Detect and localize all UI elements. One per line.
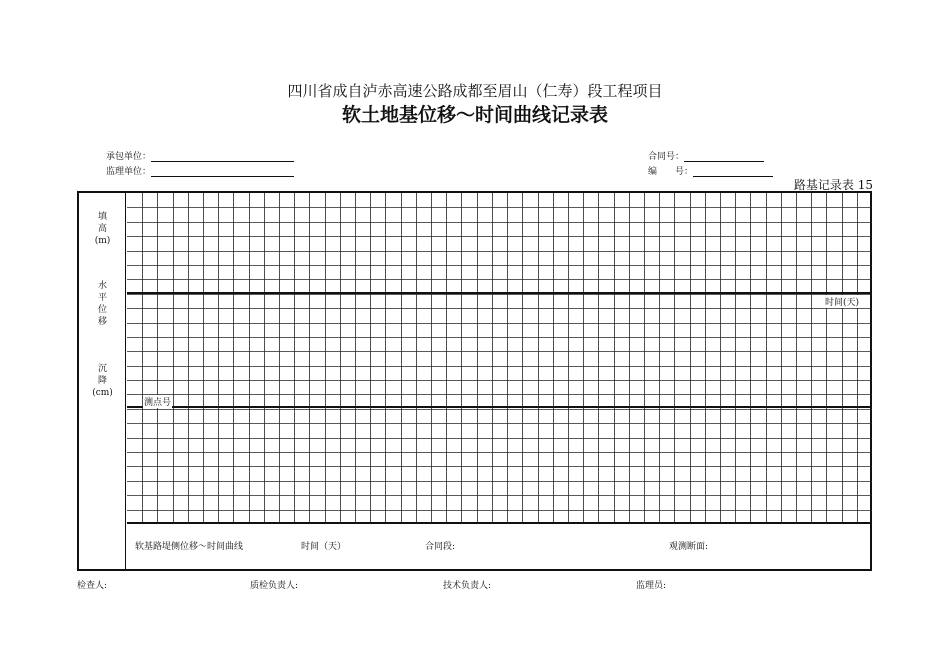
contract-no-field [648, 149, 764, 162]
left-label-column [79, 193, 126, 569]
section-divider-2 [127, 406, 870, 408]
fill-height-label: 填 高 (m) [94, 212, 111, 246]
horizontal-displacement-label: 水 平 位 移 [97, 281, 107, 327]
curve-caption: 软基路堤侧位移～时间曲线 [135, 542, 244, 552]
time-axis-label: 时间(天) [824, 295, 860, 308]
supervisor-unit-field [106, 164, 294, 177]
qc-signature: 质检负责人: [250, 581, 299, 591]
contract-section-caption: 合同段: [425, 542, 456, 552]
project-title: 四川省成自泸赤高速公路成都至眉山（仁寿）段工程项目 [287, 82, 663, 100]
settlement-label: 沉 降 (cm) [92, 364, 113, 398]
serial-no-label: 编 号： [648, 167, 694, 177]
contract-no-blank[interactable] [684, 151, 764, 162]
contract-no-label: 合同号： [648, 152, 685, 162]
point-number-label: 测点号 [143, 395, 172, 408]
record-grid[interactable] [127, 193, 872, 524]
contractor-blank[interactable] [151, 151, 294, 162]
tech-signature: 技术负责人: [443, 581, 492, 591]
inspector-signature: 检查人: [77, 581, 108, 591]
section-divider-1 [127, 292, 870, 294]
serial-no-field [648, 164, 773, 177]
contractor-field [106, 149, 294, 162]
form-number: 路基记录表 15 [793, 178, 873, 192]
serial-no-blank[interactable] [693, 166, 773, 177]
supervisor-unit-blank[interactable] [151, 166, 294, 177]
section-divider-3 [127, 522, 870, 524]
time-caption: 时间（天） [301, 542, 347, 552]
contractor-label: 承包单位： [106, 152, 152, 162]
supervisor-signature: 监理员: [636, 581, 667, 591]
form-title: 软土地基位移～时间曲线记录表 [341, 104, 608, 126]
observation-section-caption: 观测断面: [669, 542, 709, 552]
supervisor-unit-label: 监理单位： [106, 167, 152, 177]
record-frame [77, 191, 872, 571]
